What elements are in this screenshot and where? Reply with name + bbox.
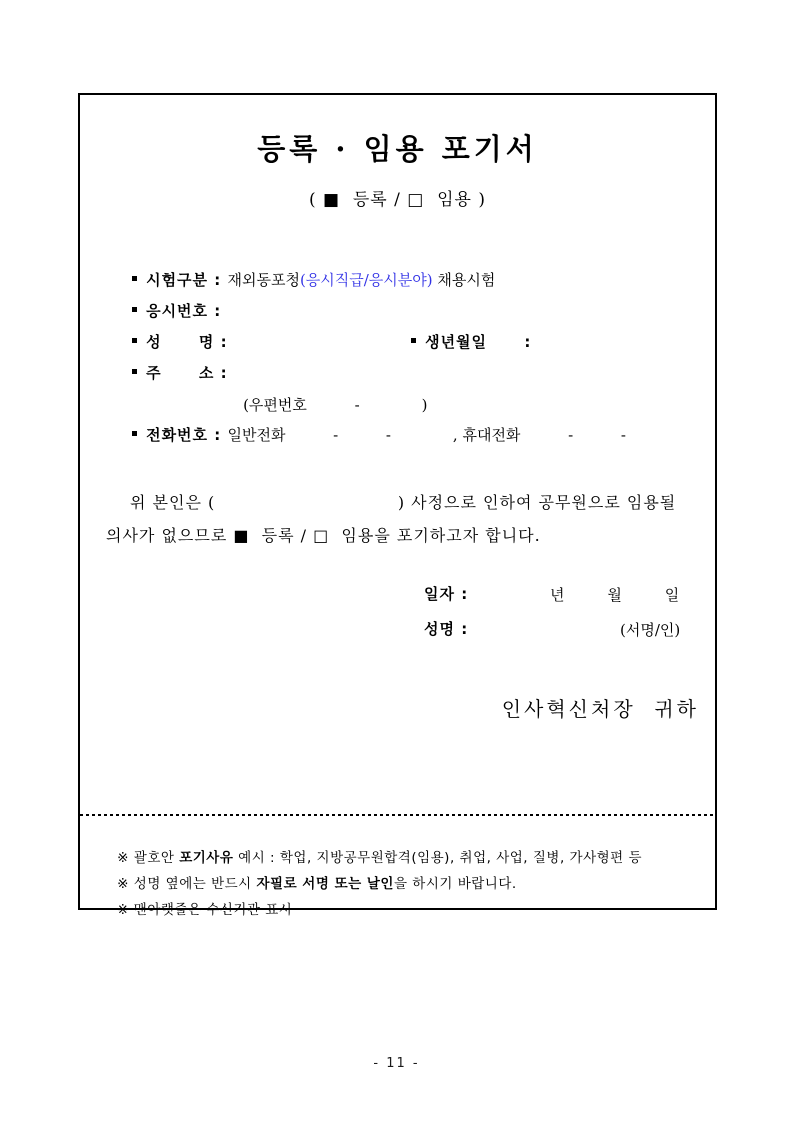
dashed-divider xyxy=(80,814,715,816)
form-title: 등록 · 임용 포기서 xyxy=(257,132,538,166)
footnote-1-text: 괄호안 xyxy=(133,850,180,866)
signature-seal-note: (서명/인) xyxy=(620,621,681,639)
bullet-icon xyxy=(132,431,137,436)
name-label: 성 명 : xyxy=(146,333,228,351)
footnote-3-text: 맨아랫줄은 수신기관 표시 xyxy=(133,902,293,918)
bullet-icon xyxy=(132,369,137,374)
exam-category-label: 시험구분 : xyxy=(146,271,228,289)
waiver-form-box xyxy=(78,93,717,918)
exam-category-value: 재외동포청 xyxy=(227,271,300,289)
page-number: - 11 - xyxy=(373,1056,420,1071)
footnote-2-bold: 자필로 서명 또는 날인 xyxy=(256,876,394,892)
field-address xyxy=(113,344,228,401)
footnote-1-bold: 포기사유 xyxy=(179,850,234,866)
form-type-checkboxes: ( ■ 등록 / □ 임용 ) xyxy=(308,190,487,210)
phone-value: 일반전화 - - , 휴대전화 - - xyxy=(227,426,626,444)
date-label: 일자 : xyxy=(424,585,469,603)
bullet-icon xyxy=(411,338,416,343)
bullet-icon xyxy=(132,307,137,312)
statement-line-1: 위 본인은 ( ) 사정으로 인하여 공무원으로 임용될 xyxy=(130,493,677,512)
bullet-icon xyxy=(132,276,137,281)
footnote-1-rest: 예시 : 학업, 지방공무원합격(임용), 취업, 사업, 질병, 가사형편 등 xyxy=(233,850,643,866)
field-phone xyxy=(113,406,626,463)
statement-line-2: 의사가 없으므로 ■ 등록 / □ 임용을 포기하고자 합니다. xyxy=(106,526,541,545)
bullet-icon xyxy=(132,338,137,343)
birthdate-label: 생년월일 : xyxy=(425,333,532,351)
date-value-year-month-day: 년 월 일 xyxy=(550,586,680,604)
recipient-line: 인사혁신처장 귀하 xyxy=(501,697,699,721)
address-label: 주 소 : xyxy=(146,364,228,382)
exam-category-placeholder: (응시직급/응시분야) xyxy=(299,271,433,289)
footnote-2-text: 성명 옆에는 반드시 xyxy=(133,876,257,892)
phone-label: 전화번호 : xyxy=(146,426,228,444)
reference-mark-icon: ※ xyxy=(117,876,134,892)
footnote-3 xyxy=(98,882,292,934)
exam-category-suffix: 채용시험 xyxy=(432,271,496,289)
signature-name-label: 성명 : xyxy=(424,620,469,638)
candidate-number-label: 응시번호 : xyxy=(146,302,222,320)
postal-code-text: (우편번호 - ) xyxy=(243,396,428,414)
field-birthdate xyxy=(392,313,531,370)
footnote-2-rest: 을 하시기 바랍니다. xyxy=(393,876,517,892)
reference-mark-icon: ※ xyxy=(117,850,134,866)
reference-mark-icon: ※ xyxy=(117,902,134,918)
